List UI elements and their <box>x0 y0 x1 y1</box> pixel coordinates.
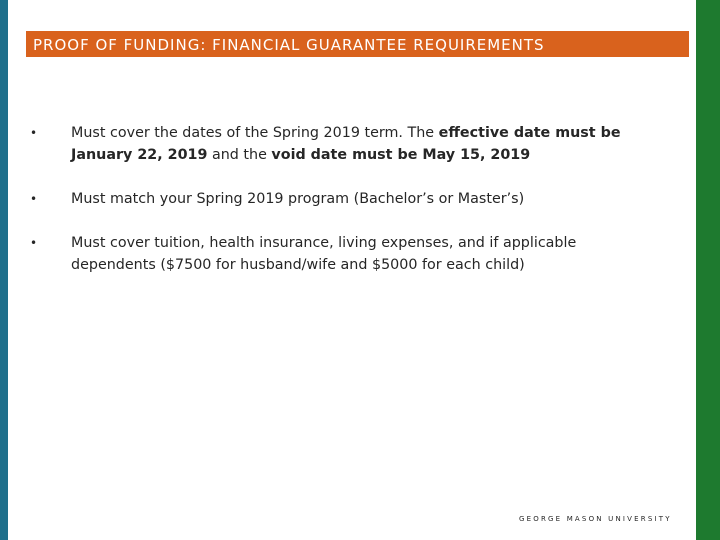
page-title: PROOF OF FUNDING: FINANCIAL GUARANTEE REQUIREMENTS <box>33 35 545 54</box>
bullet-text-coverage: Must cover tuition, health insurance, living expenses, and if applicable dependents ($7500 for husband/wife and $5000 for each child) <box>71 235 577 273</box>
bullet-text-connector: and the <box>207 147 272 163</box>
title-banner <box>26 31 689 57</box>
list-item-coverage <box>30 232 650 276</box>
void-date: void date must be May 15, 2019 <box>271 147 531 163</box>
university-footer: GEORGE MASON UNIVERSITY <box>519 515 672 523</box>
effective-date-label: effective date must be <box>438 125 621 141</box>
effective-date-value: January 22, 2019 <box>71 147 208 163</box>
bullet-icon: • <box>30 126 38 140</box>
bullet-icon: • <box>30 192 38 206</box>
bullet-text-program: Must match your Spring 2019 program (Bachelor’s or Master’s) <box>71 191 525 207</box>
list-item-dates <box>30 122 650 166</box>
right-accent-bar <box>696 0 720 540</box>
left-accent-bar <box>0 0 8 540</box>
bullet-text-dates-intro: Must cover the dates of the Spring 2019 term. The <box>71 125 439 141</box>
list-item-program <box>30 188 650 210</box>
requirements-list <box>30 122 650 276</box>
bullet-icon: • <box>30 236 38 250</box>
